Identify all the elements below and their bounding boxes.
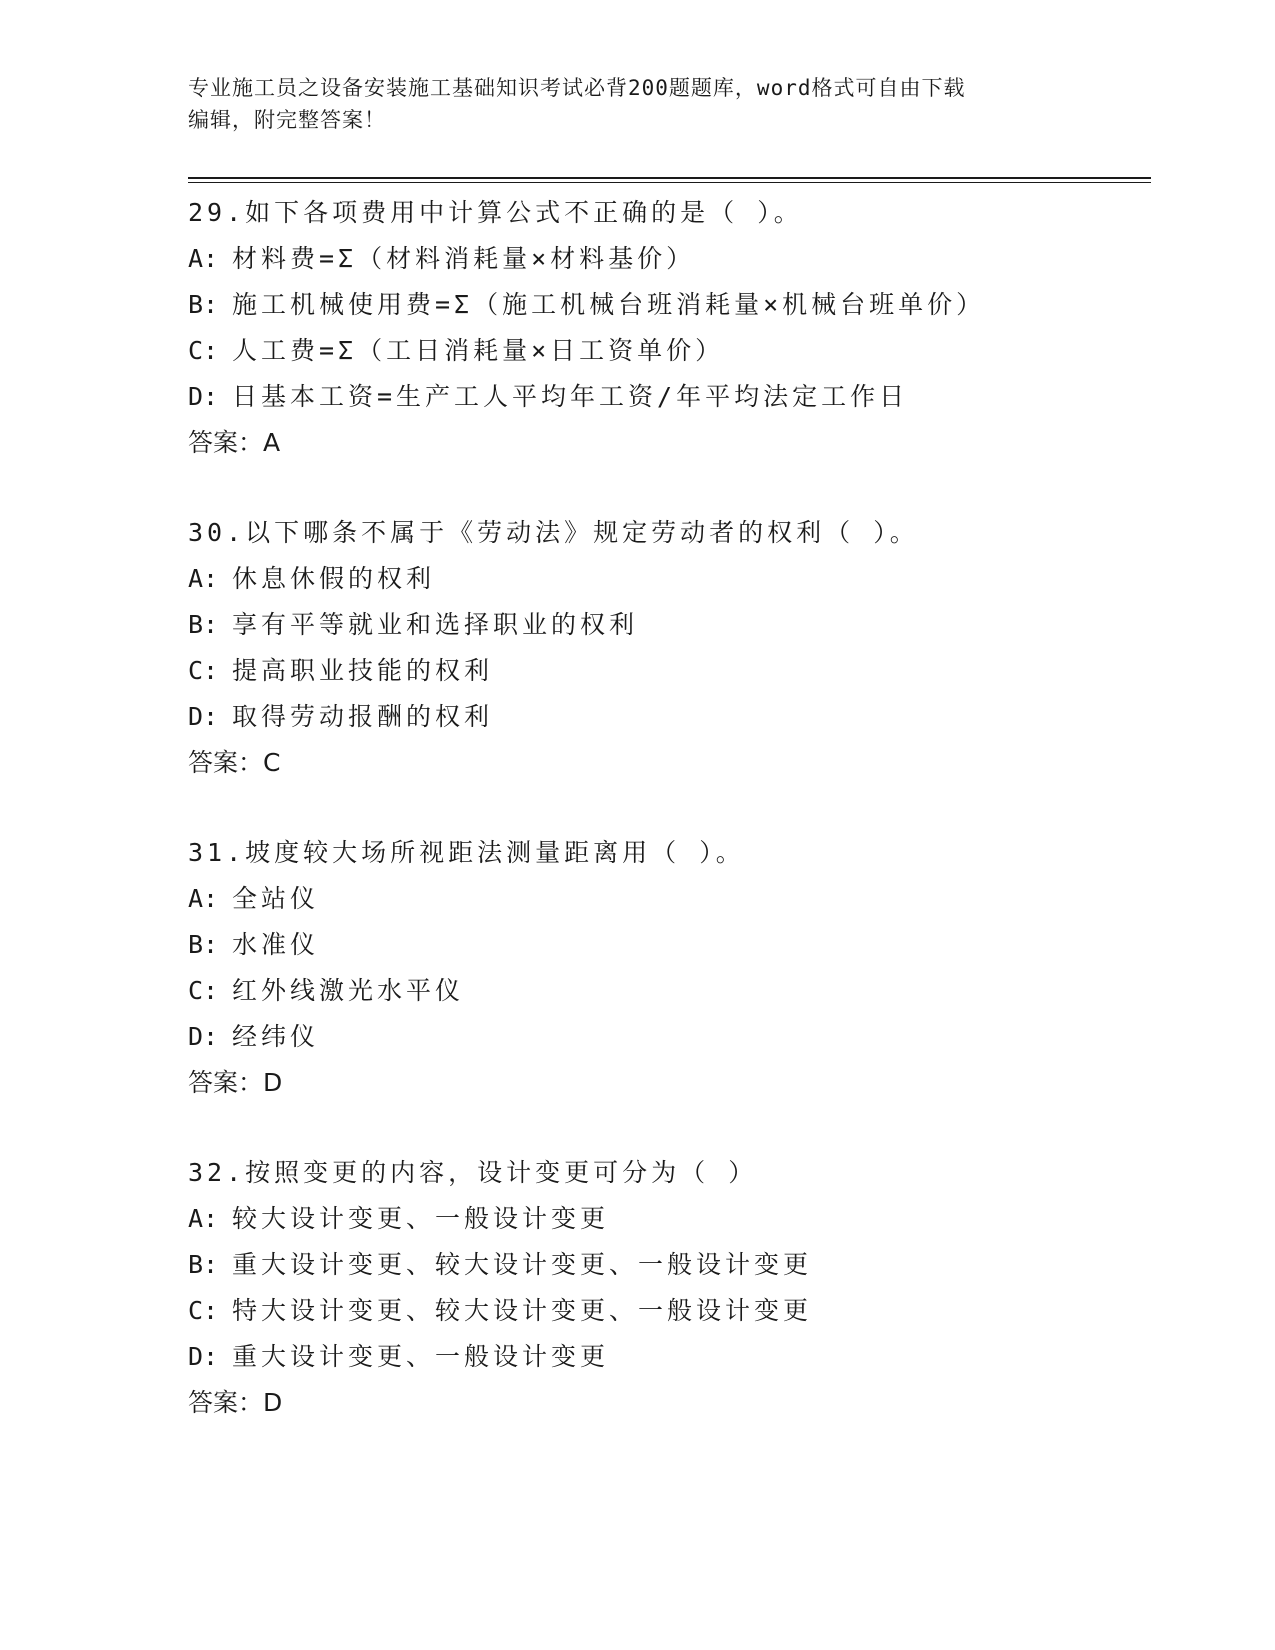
question-stem: 30.以下哪条不属于《劳动法》规定劳动者的权利（ ）。 (188, 518, 919, 547)
question-block (188, 830, 1148, 1106)
option-text: 提高职业技能的权利 (232, 656, 494, 685)
header-divider-thick (188, 177, 1151, 179)
option-letter: C: (188, 336, 219, 365)
question-stem: 31.坡度较大场所视距法测量距离用（ ）。 (188, 838, 745, 867)
option-letter: B: (188, 290, 219, 319)
answer-line: 答案：A (188, 428, 281, 457)
option-letter: A: (188, 244, 219, 273)
option-text: 重大设计变更、较大设计变更、一般设计变更 (232, 1250, 813, 1279)
header-line-2: 编辑，附完整答案！ (188, 108, 386, 132)
question-stem: 29.如下各项费用中计算公式不正确的是（ ）。 (188, 198, 803, 227)
option-letter: A: (188, 564, 219, 593)
option-a (188, 876, 1148, 922)
option-c (188, 648, 1148, 694)
option-text: 水准仪 (232, 930, 320, 959)
option-text: 全站仪 (232, 884, 320, 913)
option-letter: D: (188, 702, 219, 731)
question-stem: 32.按照变更的内容，设计变更可分为（ ） (188, 1158, 758, 1187)
document-header (188, 72, 1088, 136)
option-text: 施工机械使用费=Σ（施工机械台班消耗量×机械台班单价） (232, 290, 986, 319)
option-text: 材料费=Σ（材料消耗量×材料基价） (232, 244, 696, 273)
option-text: 人工费=Σ（工日消耗量×日工资单价） (232, 336, 725, 365)
option-text: 取得劳动报酬的权利 (232, 702, 494, 731)
option-text: 重大设计变更、一般设计变更 (232, 1342, 610, 1371)
answer-line: 答案：D (188, 1068, 283, 1097)
option-letter: B: (188, 610, 219, 639)
option-text: 享有平等就业和选择职业的权利 (232, 610, 639, 639)
option-text: 经纬仪 (232, 1022, 320, 1051)
option-letter: B: (188, 930, 219, 959)
question-block (188, 1150, 1148, 1426)
option-letter: D: (188, 382, 219, 411)
option-c (188, 328, 1148, 374)
option-text: 红外线激光水平仪 (232, 976, 465, 1005)
option-letter: D: (188, 1342, 219, 1371)
option-c (188, 968, 1148, 1014)
option-text: 较大设计变更、一般设计变更 (232, 1204, 610, 1233)
option-letter: C: (188, 1296, 219, 1325)
option-a (188, 1196, 1148, 1242)
option-text: 日基本工资=生产工人平均年工资/年平均法定工作日 (232, 382, 909, 411)
option-text: 特大设计变更、较大设计变更、一般设计变更 (232, 1296, 813, 1325)
option-d (188, 1334, 1148, 1380)
answer-line: 答案：D (188, 1388, 283, 1417)
header-line-1: 专业施工员之设备安装施工基础知识考试必背200题题库，word格式可自由下载 (188, 76, 966, 100)
option-b (188, 1242, 1148, 1288)
question-block (188, 190, 1148, 466)
option-letter: A: (188, 884, 219, 913)
option-letter: C: (188, 656, 219, 685)
option-letter: B: (188, 1250, 219, 1279)
question-block (188, 510, 1148, 786)
option-d (188, 694, 1148, 740)
option-c (188, 1288, 1148, 1334)
option-letter: C: (188, 976, 219, 1005)
option-letter: D: (188, 1022, 219, 1051)
option-letter: A: (188, 1204, 219, 1233)
option-a (188, 236, 1148, 282)
option-b (188, 282, 1148, 328)
option-text: 休息休假的权利 (232, 564, 436, 593)
option-a (188, 556, 1148, 602)
header-divider-thin (188, 182, 1151, 183)
answer-line: 答案：C (188, 748, 281, 777)
option-d (188, 374, 1148, 420)
option-b (188, 602, 1148, 648)
option-b (188, 922, 1148, 968)
option-d (188, 1014, 1148, 1060)
